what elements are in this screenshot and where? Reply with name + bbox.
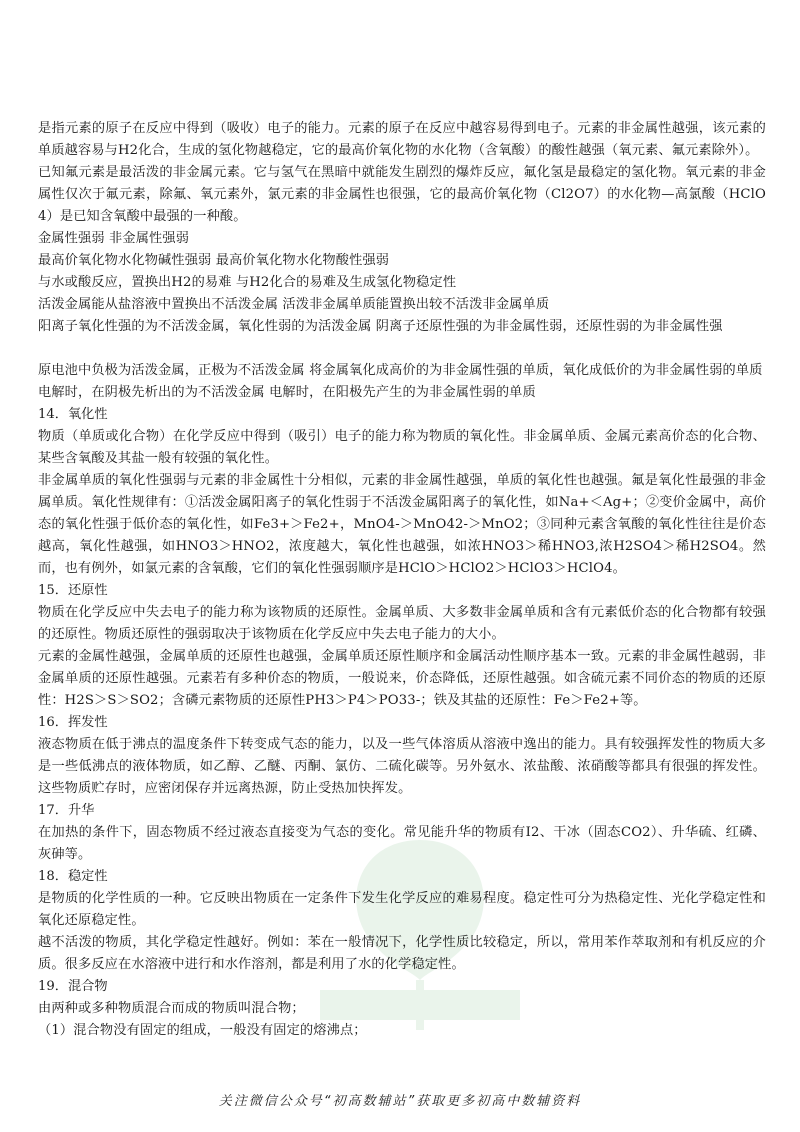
paragraph: 原电池中负极为活泼金属，正极为不活泼金属 将金属氧化成高价的为非金属性强的单质，氧化成低价的为非金属性弱的单质 <box>38 363 763 378</box>
paragraph: 已知氟元素是最活泼的非金属元素。它与氢气在黑暗中就能发生剧烈的爆炸反应，氟化氢是最稳定的氢化物。氧元素的非金属性仅次于氟元素，除氟、氧元素外，氯元素的非金属性也很强，它的最高价氧化物（Cl2O7）的水化物—高氯酸（HClO4）是已知含氧酸中最强的一种酸。 <box>38 165 766 224</box>
paragraph: 在加热的条件下，固态物质不经过液态直接变为气态的变化。常见能升华的物质有I2、干冰（固态CO2）、升华硫、红磷、灰砷等。 <box>38 825 766 862</box>
paragraph: 与水或酸反应，置换出H2的易难 与H2化合的易难及生成氢化物稳定性 <box>38 275 457 290</box>
paragraph: （1）混合物没有固定的组成，一般没有固定的熔沸点； <box>38 1023 367 1038</box>
section-heading: 17．升华 <box>38 803 95 818</box>
paragraph: 阳离子氧化性强的为不活泼金属，氧化性弱的为活泼金属 阴离子还原性强的为非金属性弱，还原性弱的为非金属性强 <box>38 319 723 334</box>
section-heading: 19．混合物 <box>38 979 108 994</box>
paragraph: 非金属单质的氧化性强弱与元素的非金属性十分相似，元素的非金属性越强，单质的氧化性也越强。氟是氧化性最强的非金属单质。氧化性规律有：①活泼金属阳离子的氧化性弱于不活泼金属阳离子的氧化性，如Na+＜Ag+；②变价金属中，高价态的氧化性强于低价态的氧化性，如Fe3+＞Fe2+，MnO4-＞MnO42-＞MnO2；③同种元素含氧酸的氧化性往往是价态越高，氧化性越强，如HNO3＞HNO2，浓度越大，氧化性也越强，如浓HNO3＞稀HNO3,浓H2SO4＞稀H2SO4。然而，也有例外，如氯元素的含氧酸，它们的氧化性强弱顺序是HClO＞HClO2＞HClO3＞HClO4。 <box>38 473 766 576</box>
paragraph: 由两种或多种物质混合而成的物质叫混合物； <box>38 1001 305 1016</box>
paragraph: 元素的金属性越强，金属单质的还原性也越强，金属单质还原性顺序和金属活动性顺序基本一致。元素的非金属性越弱，非金属单质的还原性越强。元素若有多种价态的物质，一般说来，价态降低，还原性越强。如含硫元素不同价态的物质的还原性：H2S＞S＞SO2；含磷元素物质的还原性PH3＞P4＞PO33-；铁及其盐的还原性：Fe＞Fe2+等。 <box>38 649 766 708</box>
paragraph: 越不活泼的物质，其化学稳定性越好。例如：苯在一般情况下，化学性质比较稳定，所以，常用苯作萃取剂和有机反应的介质。很多反应在水溶液中进行和水作溶剂，都是利用了水的化学稳定性。 <box>38 935 766 972</box>
document-body <box>38 118 766 1042</box>
section-heading: 14．氧化性 <box>38 407 108 422</box>
spacer <box>38 338 766 360</box>
paragraph: 物质（单质或化合物）在化学反应中得到（吸引）电子的能力称为物质的氧化性。非金属单质、金属元素高价态的化合物、某些含氧酸及其盐一般有较强的氧化性。 <box>38 429 766 466</box>
paragraph: 液态物质在低于沸点的温度条件下转变成气态的能力，以及一些气体溶质从溶液中逸出的能力。具有较强挥发性的物质大多是一些低沸点的液体物质，如乙醇、乙醚、丙酮、氯仿、二硫化碳等。另外氨水、浓盐酸、浓硝酸等都具有很强的挥发性。这些物质贮存时，应密闭保存并远离热源，防止受热加快挥发。 <box>38 737 766 796</box>
paragraph: 最高价氧化物水化物碱性强弱 最高价氧化物水化物酸性强弱 <box>38 253 390 268</box>
footer-note: 关注微信公众号“初高数辅站”获取更多初高中数辅资料 <box>218 1094 582 1109</box>
paragraph: 电解时，在阴极先析出的为不活泼金属 电解时，在阳极先产生的为非金属性弱的单质 <box>38 385 536 400</box>
section-heading: 18．稳定性 <box>38 869 108 884</box>
paragraph: 是指元素的原子在反应中得到（吸收）电子的能力。元素的原子在反应中越容易得到电子。元素的非金属性越强，该元素的单质越容易与H2化合，生成的氢化物越稳定，它的最高价氧化物的水化物（含氧酸）的酸性越强（氧元素、氟元素除外）。 <box>38 121 766 158</box>
paragraph: 金属性强弱 非金属性强弱 <box>38 231 190 246</box>
section-heading: 16．挥发性 <box>38 715 108 730</box>
section-heading: 15．还原性 <box>38 583 108 598</box>
paragraph: 是物质的化学性质的一种。它反映出物质在一定条件下发生化学反应的难易程度。稳定性可分为热稳定性、光化学稳定性和氧化还原稳定性。 <box>38 891 766 928</box>
paragraph: 活泼金属能从盐溶液中置换出不活泼金属 活泼非金属单质能置换出较不活泼非金属单质 <box>38 297 550 312</box>
paragraph: 物质在化学反应中失去电子的能力称为该物质的还原性。金属单质、大多数非金属单质和含有元素低价态的化合物都有较强的还原性。物质还原性的强弱取决于该物质在化学反应中失去电子能力的大小。 <box>38 605 766 642</box>
